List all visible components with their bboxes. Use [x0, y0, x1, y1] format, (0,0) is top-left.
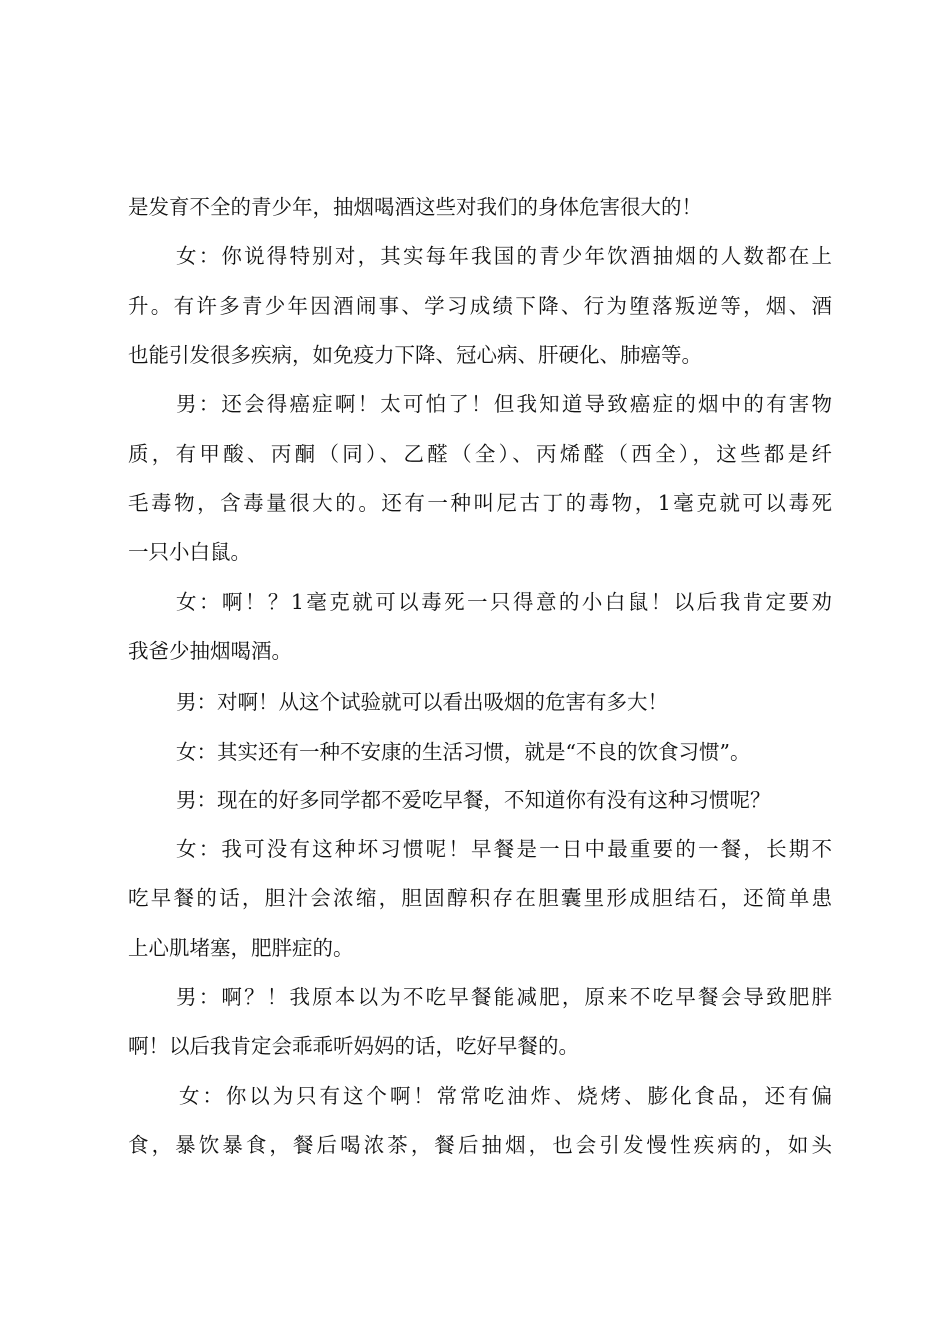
text-line: 啊！以后我肯定会乖乖听妈妈的话，吃好早餐的。 — [128, 1034, 579, 1058]
text-line: 一只小白鼠。 — [128, 540, 251, 564]
text-line: 吃早餐的话，胆汁会浓缩，胆固醇积存在胆囊里形成胆结石，还简单患 — [128, 886, 832, 910]
text-line: 上心肌堵塞，肥胖症的。 — [128, 936, 354, 960]
text-line: 男：啊？！我原本以为不吃早餐能减肥，原来不吃早餐会导致肥胖 — [176, 985, 832, 1009]
text-line: 女：你以为只有这个啊！常常吃油炸、烧烤、膨化食品，还有偏 — [179, 1084, 832, 1108]
text-line: 食，暴饮暴食，餐后喝浓茶，餐后抽烟，也会引发慢性疾病的，如头 — [128, 1133, 832, 1157]
text-line: 男：对啊！从这个试验就可以看出吸烟的危害有多大！ — [176, 690, 668, 714]
text-line: 女：你说得特别对，其实每年我国的青少年饮酒抽烟的人数都在上 — [176, 244, 832, 268]
text-line: 女：啊！？1毫克就可以毒死一只得意的小白鼠！以后我肯定要劝 — [176, 590, 832, 614]
text-line: 男：现在的好多同学都不爱吃早餐，不知道你有没有这种习惯呢？ — [176, 788, 771, 812]
text-line: 女：其实还有一种不安康的生活习惯，就是“不良的饮食习惯”。 — [176, 740, 751, 764]
text-line: 我爸少抽烟喝酒。 — [128, 639, 292, 663]
text-line: 男：还会得癌症啊！太可怕了！但我知道导致癌症的烟中的有害物 — [176, 392, 832, 416]
text-line: 是发育不全的青少年，抽烟喝酒这些对我们的身体危害很大的！ — [128, 195, 702, 219]
text-line: 女：我可没有这种坏习惯呢！早餐是一日中最重要的一餐，长期不 — [176, 837, 832, 861]
text-line: 升。有许多青少年因酒闹事、学习成绩下降、行为堕落叛逆等，烟、酒 — [128, 294, 832, 318]
text-line: 毛毒物，含毒量很大的。还有一种叫尼古丁的毒物，1毫克就可以毒死 — [128, 491, 832, 515]
text-line: 质，有甲酸、丙酮（同）、乙醛（全）、丙烯醛（西全），这些都是纤 — [128, 442, 832, 466]
text-line: 也能引发很多疾病，如免疫力下降、冠心病、肝硬化、肺癌等。 — [128, 343, 702, 367]
